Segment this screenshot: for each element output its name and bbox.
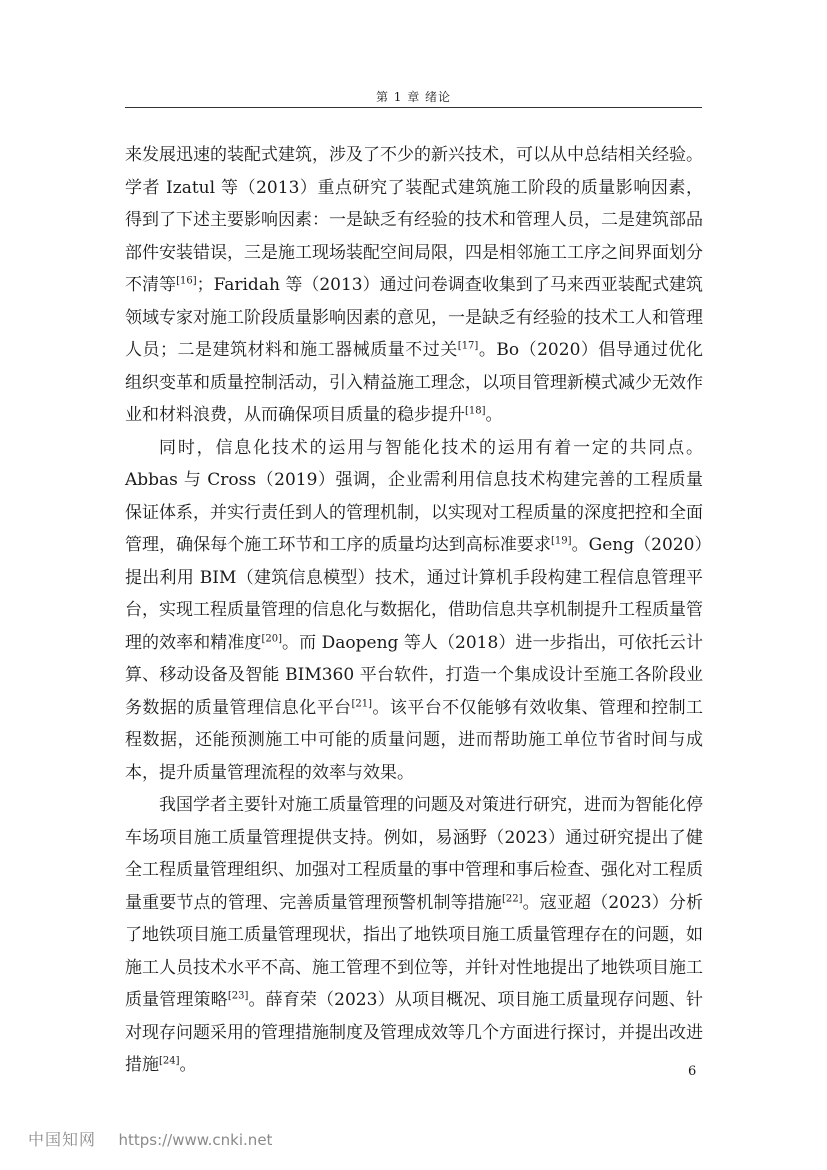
paragraph-text: 。寇亚超（2023）分析了地铁项目施工质量管理现状，指出了地铁项目施工质量管理存在的问题，如施工人员技术水平不高、施工管理不到位等，并针对性地提出了地铁项目施工质量管理策略 bbox=[125, 892, 703, 1010]
citation-ref: [17] bbox=[457, 340, 479, 352]
citation-ref: [21] bbox=[351, 697, 373, 709]
footer-url: https://www.cnki.net bbox=[118, 1131, 273, 1149]
paragraph-text: 。 bbox=[179, 1055, 197, 1075]
paragraph-text: 。而 Daopeng 等人（2018）进一步指出，可依托云计算、移动设备及智能 BIM360 平台软件，打造一个集成设计至施工各阶段业务数据的质量管理信息化平台 bbox=[125, 632, 703, 718]
paragraph-text: 。 bbox=[485, 405, 503, 425]
paragraph-text: 我国学者主要针对施工质量管理的问题及对策进行研究，进而为智能化停车场项目施工质量管理提供支持。例如，易涵野（2023）通过研究提出了健全工程质量管理组织、加强对工程质量的事中管理和事后检查、强化对工程质量重要节点的管理、完善质量管理预警机制等措施 bbox=[125, 795, 703, 913]
paragraph-text: 。薛育荣（2023）从项目概况、项目施工质量现存问题、针对现存问题采用的管理措施制度及管理成效等几个方面进行探讨，并提出改进措施 bbox=[125, 990, 704, 1075]
citation-ref: [20] bbox=[261, 632, 282, 644]
paragraph-text: ；Faridah 等（2013）通过问卷调查收集到了马来西亚装配式建筑领域专家对施工阶段质量影响因素的意见，一是缺乏有经验的技术工人和管理人员；二是建筑材料和施工器械质量不过关 bbox=[125, 275, 703, 360]
body-text bbox=[125, 139, 703, 1082]
citation-ref: [16] bbox=[176, 275, 197, 287]
paragraph-text: 。Geng（2020）提出利用 BIM（建筑信息模型）技术，通过计算机手段构建工程信息管理平台，实现工程质量管理的信息化与数据化，借助信息共享机制提升工程质量管理的效率和精准度 bbox=[125, 535, 703, 653]
paragraph bbox=[125, 139, 703, 432]
chapter-title: 第 1 章 绪论 bbox=[375, 90, 452, 104]
paragraph-text: 同时，信息化技术的运用与智能化技术的运用有着一定的共同点。Abbas 与 Cross（2019）强调，企业需利用信息技术构建完善的工程质量保证体系，并实行责任到人的管理机制，以实现对工程质量的深度把控和全面管理，确保每个施工环节和工序的质量均达到高标准要求 bbox=[125, 437, 703, 555]
citation-ref: [19] bbox=[551, 535, 572, 547]
citation-ref: [18] bbox=[465, 405, 486, 417]
paragraph bbox=[125, 432, 703, 790]
paragraph bbox=[125, 789, 703, 1082]
cnki-logo: 中国知网 bbox=[28, 1130, 97, 1149]
paragraph-text: 。该平台不仅能够有效收集、管理和控制工程数据，还能预测施工中可能的质量问题，进而帮助施工单位节省时间与成本，提升质量管理流程的效率与效果。 bbox=[125, 697, 704, 783]
page-number: 6 bbox=[688, 1064, 697, 1079]
citation-ref: [24] bbox=[159, 1055, 180, 1067]
citation-ref: [23] bbox=[227, 990, 249, 1002]
header-rule bbox=[125, 107, 702, 108]
paragraph-text: 来发展迅速的装配式建筑，涉及了不少的新兴技术，可以从中总结相关经验。学者 Izatul 等（2013）重点研究了装配式建筑施工阶段的质量影响因素，得到了下述主要影响因素：一是缺乏有经验的技术和管理人员，二是建筑部品部件安装错误，三是施工现场装配空间局限，四是相邻施工工序之间界面划分不清等 bbox=[125, 145, 703, 295]
paragraph-text: 。Bo（2020）倡导通过优化组织变革和质量控制活动，引入精益施工理念，以项目管理新模式减少无效作业和材料浪费，从而确保项目质量的稳步提升 bbox=[125, 340, 703, 425]
citation-ref: [22] bbox=[501, 892, 523, 904]
watermark-footer bbox=[28, 1127, 272, 1150]
